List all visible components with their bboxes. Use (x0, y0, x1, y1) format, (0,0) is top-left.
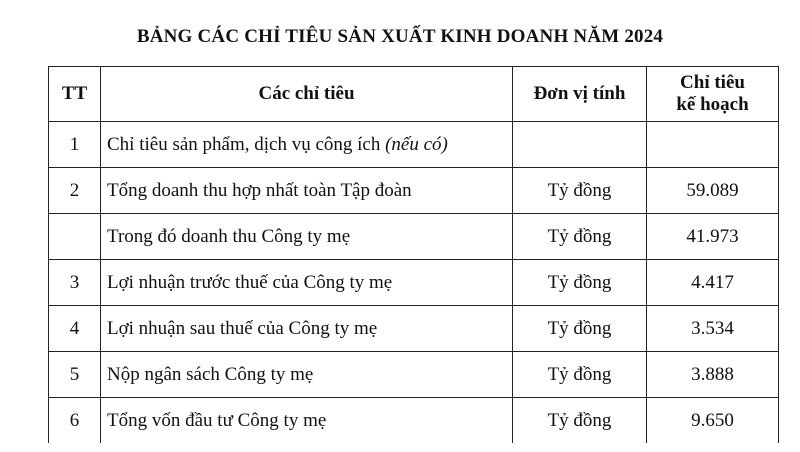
row-plan: 3.888 (647, 352, 779, 398)
row-name (101, 352, 513, 398)
row-unit: Tỷ đồng (513, 168, 647, 214)
row-name-text: Nộp ngân sách Công ty mẹ (107, 363, 314, 385)
header-name: Các chỉ tiêu (101, 67, 513, 122)
row-tt: 1 (49, 122, 101, 168)
row-plan: 4.417 (647, 260, 779, 306)
table-header-row (49, 67, 779, 122)
row-plan (647, 122, 779, 168)
row-name (101, 168, 513, 214)
row-name (101, 260, 513, 306)
row-name-text: Lợi nhuận sau thuế của Công ty mẹ (107, 317, 378, 339)
table-row (49, 122, 779, 168)
table-row (49, 168, 779, 214)
header-plan-line1: Chỉ tiêu (680, 72, 745, 93)
row-name (101, 214, 513, 260)
row-name-text: Lợi nhuận trước thuế của Công ty mẹ (107, 271, 393, 293)
row-tt: 5 (49, 352, 101, 398)
table-row (49, 214, 779, 260)
row-unit: Tỷ đồng (513, 398, 647, 444)
row-tt: 4 (49, 306, 101, 352)
table-row (49, 398, 779, 444)
header-plan (647, 67, 779, 122)
header-unit: Đơn vị tính (513, 67, 647, 122)
row-name (101, 398, 513, 444)
table-row (49, 306, 779, 352)
row-tt: 2 (49, 168, 101, 214)
header-tt: TT (49, 67, 101, 122)
row-unit: Tỷ đồng (513, 260, 647, 306)
row-name-text: Trong đó doanh thu Công ty mẹ (107, 225, 351, 247)
row-name-note: (nếu có) (385, 133, 448, 155)
row-plan: 59.089 (647, 168, 779, 214)
row-plan: 9.650 (647, 398, 779, 444)
row-unit: Tỷ đồng (513, 352, 647, 398)
row-unit (513, 122, 647, 168)
table-row (49, 260, 779, 306)
row-name (101, 122, 513, 168)
row-plan: 3.534 (647, 306, 779, 352)
row-tt: 3 (49, 260, 101, 306)
row-tt (49, 214, 101, 260)
row-name-text: Tổng vốn đầu tư Công ty mẹ (107, 409, 327, 431)
document-title: BẢNG CÁC CHỈ TIÊU SẢN XUẤT KINH DOANH NĂM 2024 (136, 26, 664, 47)
row-name (101, 306, 513, 352)
row-unit: Tỷ đồng (513, 214, 647, 260)
row-unit: Tỷ đồng (513, 306, 647, 352)
row-name-text: Tổng doanh thu hợp nhất toàn Tập đoàn (107, 179, 412, 201)
row-plan: 41.973 (647, 214, 779, 260)
row-tt: 6 (49, 398, 101, 444)
header-plan-line2: kế hoạch (676, 94, 749, 115)
targets-table (48, 66, 779, 443)
row-name-text: Chỉ tiêu sản phẩm, dịch vụ công ích (107, 133, 381, 155)
table-row (49, 352, 779, 398)
